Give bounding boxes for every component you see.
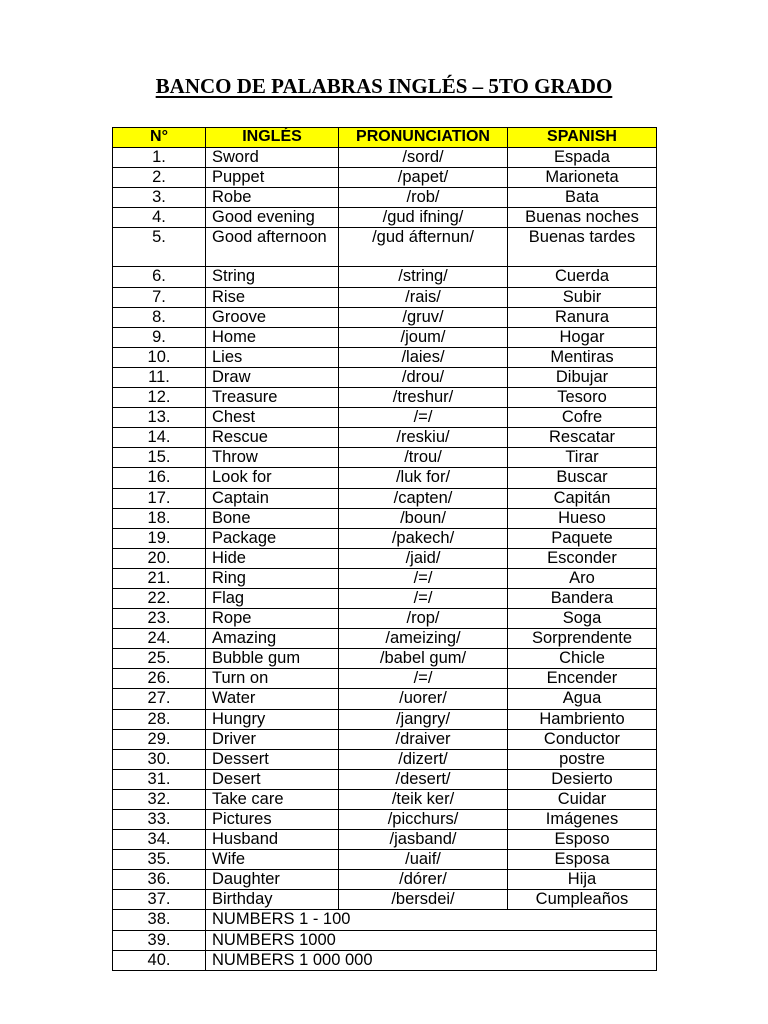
row-pronunciation: /=/ [339, 669, 508, 689]
row-number: 35. [113, 850, 206, 870]
row-number: 32. [113, 789, 206, 809]
table-row [113, 769, 657, 789]
row-number: 36. [113, 870, 206, 890]
table-row [113, 749, 657, 769]
row-spanish: Rescatar [508, 428, 657, 448]
row-pronunciation: /jaid/ [339, 548, 508, 568]
table-row [113, 669, 657, 689]
row-pronunciation: /sord/ [339, 148, 508, 168]
row-spanish: Soga [508, 609, 657, 629]
row-pronunciation: /gruv/ [339, 307, 508, 327]
vocabulary-table [112, 127, 657, 971]
row-spanish: Bandera [508, 588, 657, 608]
row-pronunciation: /rob/ [339, 188, 508, 208]
row-english: Rise [206, 287, 339, 307]
table-row [113, 890, 657, 910]
row-pronunciation: /jangry/ [339, 709, 508, 729]
row-pronunciation: /reskiu/ [339, 428, 508, 448]
table-row [113, 930, 657, 950]
row-spanish: Esconder [508, 548, 657, 568]
row-spanish: Bata [508, 188, 657, 208]
row-pronunciation: /desert/ [339, 769, 508, 789]
table-row [113, 689, 657, 709]
row-spanish: Buenas tardes [508, 228, 657, 267]
table-row [113, 428, 657, 448]
row-spanish: Encender [508, 669, 657, 689]
row-english: Captain [206, 488, 339, 508]
row-number: 1. [113, 148, 206, 168]
row-pronunciation: /joum/ [339, 327, 508, 347]
table-row [113, 609, 657, 629]
row-number: 20. [113, 548, 206, 568]
row-pronunciation: /=/ [339, 408, 508, 428]
table-row [113, 830, 657, 850]
row-english: Home [206, 327, 339, 347]
row-number: 10. [113, 347, 206, 367]
row-english: Flag [206, 588, 339, 608]
row-spanish: Cuerda [508, 267, 657, 287]
row-spanish: Aro [508, 568, 657, 588]
header-spanish: SPANISH [508, 128, 657, 148]
row-pronunciation: /rais/ [339, 287, 508, 307]
row-pronunciation: /luk for/ [339, 468, 508, 488]
row-pronunciation: /string/ [339, 267, 508, 287]
row-pronunciation: /jasband/ [339, 830, 508, 850]
table-row [113, 910, 657, 930]
row-english: Daughter [206, 870, 339, 890]
row-english: Bone [206, 508, 339, 528]
row-english: Birthday [206, 890, 339, 910]
table-row [113, 208, 657, 228]
row-spanish: Mentiras [508, 347, 657, 367]
row-english: Sword [206, 148, 339, 168]
table-row [113, 228, 657, 267]
row-english: Dessert [206, 749, 339, 769]
row-spanish: Cofre [508, 408, 657, 428]
table-row [113, 649, 657, 669]
row-pronunciation: /uorer/ [339, 689, 508, 709]
row-number: 38. [113, 910, 206, 930]
table-row [113, 548, 657, 568]
row-pronunciation: /dórer/ [339, 870, 508, 890]
row-spanish: Cumpleaños [508, 890, 657, 910]
row-pronunciation: /gud ifning/ [339, 208, 508, 228]
table-row [113, 568, 657, 588]
row-english: Take care [206, 789, 339, 809]
row-number: 8. [113, 307, 206, 327]
row-english: Throw [206, 448, 339, 468]
row-spanish: Desierto [508, 769, 657, 789]
row-number: 16. [113, 468, 206, 488]
row-number: 11. [113, 367, 206, 387]
row-number: 26. [113, 669, 206, 689]
page-title [0, 74, 768, 99]
row-english: Package [206, 528, 339, 548]
row-number: 4. [113, 208, 206, 228]
row-spanish: Paquete [508, 528, 657, 548]
table-header-row [113, 128, 657, 148]
table-row [113, 148, 657, 168]
table-row [113, 850, 657, 870]
table-row [113, 789, 657, 809]
row-number: 24. [113, 629, 206, 649]
row-english: Turn on [206, 669, 339, 689]
table-row [113, 367, 657, 387]
row-number: 31. [113, 769, 206, 789]
row-pronunciation: /picchurs/ [339, 810, 508, 830]
header-pronunciation: PRONUNCIATION [339, 128, 508, 148]
row-pronunciation: /=/ [339, 588, 508, 608]
table-row [113, 810, 657, 830]
row-number: 15. [113, 448, 206, 468]
row-english: Bubble gum [206, 649, 339, 669]
row-numbers-topic: NUMBERS 1 000 000 [206, 950, 657, 970]
row-spanish: Hambriento [508, 709, 657, 729]
row-english: Husband [206, 830, 339, 850]
row-pronunciation: /gud áfternun/ [339, 228, 508, 267]
row-spanish: Hija [508, 870, 657, 890]
table-row [113, 488, 657, 508]
row-number: 9. [113, 327, 206, 347]
row-english: Rope [206, 609, 339, 629]
row-english: Hide [206, 548, 339, 568]
row-english: Rescue [206, 428, 339, 448]
row-number: 17. [113, 488, 206, 508]
row-spanish: Chicle [508, 649, 657, 669]
row-number: 34. [113, 830, 206, 850]
header-number: N° [113, 128, 206, 148]
row-spanish: Capitán [508, 488, 657, 508]
row-number: 2. [113, 168, 206, 188]
row-english: Pictures [206, 810, 339, 830]
table-row [113, 729, 657, 749]
table-row [113, 950, 657, 970]
row-numbers-topic: NUMBERS 1 - 100 [206, 910, 657, 930]
row-pronunciation: /capten/ [339, 488, 508, 508]
row-numbers-topic: NUMBERS 1000 [206, 930, 657, 950]
row-spanish: Sorprendente [508, 629, 657, 649]
table-row [113, 448, 657, 468]
row-spanish: Cuidar [508, 789, 657, 809]
row-number: 25. [113, 649, 206, 669]
row-number: 37. [113, 890, 206, 910]
row-spanish: Buscar [508, 468, 657, 488]
row-number: 27. [113, 689, 206, 709]
row-pronunciation: /draiver [339, 729, 508, 749]
row-spanish: Esposo [508, 830, 657, 850]
table-row [113, 168, 657, 188]
row-pronunciation: /trou/ [339, 448, 508, 468]
row-spanish: Hogar [508, 327, 657, 347]
table-row [113, 287, 657, 307]
row-number: 28. [113, 709, 206, 729]
row-english: Good evening [206, 208, 339, 228]
table-row [113, 629, 657, 649]
row-number: 39. [113, 930, 206, 950]
row-spanish: Tesoro [508, 388, 657, 408]
row-pronunciation: /dizert/ [339, 749, 508, 769]
row-english: Look for [206, 468, 339, 488]
row-pronunciation: /teik ker/ [339, 789, 508, 809]
row-spanish: Buenas noches [508, 208, 657, 228]
row-number: 22. [113, 588, 206, 608]
row-spanish: Subir [508, 287, 657, 307]
row-pronunciation: /boun/ [339, 508, 508, 528]
page-title-text: BANCO DE PALABRAS INGLÉS – 5TO GRADO [155, 74, 613, 98]
table-row [113, 709, 657, 729]
table-row [113, 267, 657, 287]
row-english: Amazing [206, 629, 339, 649]
row-number: 14. [113, 428, 206, 448]
row-spanish: Esposa [508, 850, 657, 870]
row-pronunciation: /pakech/ [339, 528, 508, 548]
row-number: 13. [113, 408, 206, 428]
row-spanish: Marioneta [508, 168, 657, 188]
row-number: 3. [113, 188, 206, 208]
row-english: Hungry [206, 709, 339, 729]
table-row [113, 388, 657, 408]
row-number: 21. [113, 568, 206, 588]
row-spanish: Ranura [508, 307, 657, 327]
table-row [113, 188, 657, 208]
row-pronunciation: /drou/ [339, 367, 508, 387]
table-row [113, 307, 657, 327]
row-english: Chest [206, 408, 339, 428]
row-pronunciation: /ameizing/ [339, 629, 508, 649]
row-spanish: Espada [508, 148, 657, 168]
table-row [113, 347, 657, 367]
row-pronunciation: /papet/ [339, 168, 508, 188]
row-pronunciation: /bersdei/ [339, 890, 508, 910]
row-english: Groove [206, 307, 339, 327]
table-row [113, 508, 657, 528]
table-row [113, 528, 657, 548]
row-spanish: Imágenes [508, 810, 657, 830]
row-spanish: Tirar [508, 448, 657, 468]
row-spanish: Conductor [508, 729, 657, 749]
row-number: 5. [113, 228, 206, 267]
row-number: 18. [113, 508, 206, 528]
row-spanish: Hueso [508, 508, 657, 528]
row-number: 23. [113, 609, 206, 629]
row-english: Puppet [206, 168, 339, 188]
table-row [113, 327, 657, 347]
row-pronunciation: /rop/ [339, 609, 508, 629]
row-number: 12. [113, 388, 206, 408]
header-english: INGLÉS [206, 128, 339, 148]
row-pronunciation: /uaif/ [339, 850, 508, 870]
row-number: 40. [113, 950, 206, 970]
row-english: Good afternoon [206, 228, 339, 267]
table-row [113, 870, 657, 890]
row-english: Wife [206, 850, 339, 870]
row-number: 30. [113, 749, 206, 769]
row-pronunciation: /laies/ [339, 347, 508, 367]
table-body [113, 148, 657, 971]
row-english: Treasure [206, 388, 339, 408]
table-row [113, 408, 657, 428]
row-english: Lies [206, 347, 339, 367]
row-pronunciation: /=/ [339, 568, 508, 588]
row-english: String [206, 267, 339, 287]
row-number: 19. [113, 528, 206, 548]
row-english: Robe [206, 188, 339, 208]
table-row [113, 468, 657, 488]
row-english: Draw [206, 367, 339, 387]
row-number: 29. [113, 729, 206, 749]
row-number: 6. [113, 267, 206, 287]
row-english: Water [206, 689, 339, 709]
row-spanish: postre [508, 749, 657, 769]
row-english: Ring [206, 568, 339, 588]
row-number: 33. [113, 810, 206, 830]
row-pronunciation: /babel gum/ [339, 649, 508, 669]
row-english: Desert [206, 769, 339, 789]
row-spanish: Dibujar [508, 367, 657, 387]
row-spanish: Agua [508, 689, 657, 709]
row-number: 7. [113, 287, 206, 307]
table-row [113, 588, 657, 608]
row-pronunciation: /treshur/ [339, 388, 508, 408]
row-english: Driver [206, 729, 339, 749]
